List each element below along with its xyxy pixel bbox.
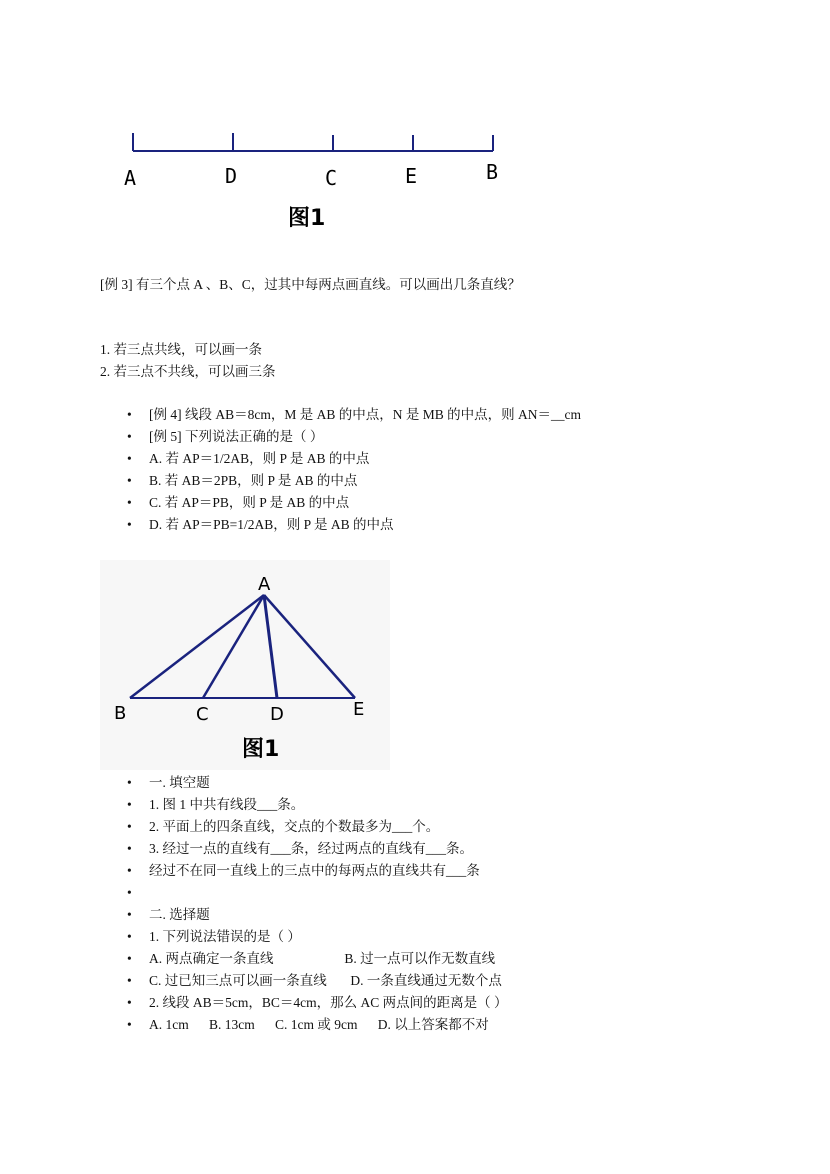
vertex-label-a: A: [258, 574, 271, 595]
list-item: • D. 若 AP＝PB=1/2AB，则 P 是 AB 的中点: [149, 514, 581, 536]
triangle-figure: [100, 560, 390, 770]
bullet-icon: •: [127, 797, 132, 812]
list-item: • 一. 填空题: [149, 772, 508, 794]
list-item: • 3. 经过一点的直线有___条，经过两点的直线有___条。: [149, 838, 508, 860]
vertex-label-e: E: [353, 699, 365, 720]
example3-answer-1: 1. 若三点共线，可以画一条: [100, 342, 262, 357]
vertex-label-d: D: [270, 704, 284, 725]
bullet-icon: •: [127, 863, 132, 878]
examples-list: [127, 404, 581, 536]
point-label-e: E: [405, 164, 418, 188]
segment-diagram: [120, 125, 520, 235]
bullet-icon: •: [127, 407, 132, 422]
bullet-icon: •: [127, 451, 132, 466]
vertex-label-b: B: [114, 703, 127, 724]
list-item: • [例 4] 线段 AB＝8cm，M 是 AB 的中点，N 是 MB 的中点，则 AN＝__cm: [149, 404, 581, 426]
list-item: • B. 若 AB＝2PB，则 P 是 AB 的中点: [149, 470, 581, 492]
bullet-icon: •: [127, 495, 132, 510]
figure2-caption: 图1: [242, 737, 280, 762]
list-item: • 2. 线段 AB＝5cm，BC＝4cm，那么 AC 两点间的距离是（ ）: [149, 992, 508, 1014]
list-item: • A. 1cm B. 13cm C. 1cm 或 9cm D. 以上答案都不对: [149, 1014, 508, 1036]
segment-figure: [120, 125, 520, 235]
point-label-a: A: [124, 166, 137, 190]
vertex-label-c: C: [196, 704, 209, 725]
list-item: • 2. 平面上的四条直线，交点的个数最多为___个。: [149, 816, 508, 838]
bullet-icon: •: [127, 775, 132, 790]
list-item: • 经过不在同一直线上的三点中的每两点的直线共有___条: [149, 860, 508, 882]
bullet-icon: •: [127, 907, 132, 922]
list-item: • C. 若 AP＝PB，则 P 是 AB 的中点: [149, 492, 581, 514]
example3-question: [例 3] 有三个点 A 、B、C，过其中每两点画直线。可以画出几条直线？: [100, 277, 521, 292]
point-label-c: C: [325, 166, 338, 190]
list-item: [127, 882, 508, 904]
bullet-icon: •: [127, 885, 132, 900]
bullet-icon: •: [127, 973, 132, 988]
list-item: • 1. 下列说法错误的是（ ）: [149, 926, 508, 948]
bullet-icon: •: [127, 841, 132, 856]
list-item: • C. 过已知三点可以画一条直线 D. 一条直线通过无数个点: [149, 970, 508, 992]
bullet-icon: •: [127, 929, 132, 944]
bullet-icon: •: [127, 995, 132, 1010]
bullet-icon: •: [127, 951, 132, 966]
figure1-caption: 图1: [288, 206, 326, 231]
list-item: • 二. 选择题: [149, 904, 508, 926]
list-item: • [例 5] 下列说法正确的是（ ）: [149, 426, 581, 448]
point-label-b: B: [486, 160, 499, 184]
exercise-list: [127, 772, 508, 1036]
point-label-d: D: [225, 164, 238, 188]
triangle-diagram: [100, 560, 390, 770]
bullet-icon: •: [127, 1017, 132, 1032]
bullet-icon: •: [127, 429, 132, 444]
bullet-icon: •: [127, 517, 132, 532]
bullet-icon: •: [127, 473, 132, 488]
bullet-icon: •: [127, 819, 132, 834]
list-item: • A. 若 AP＝1/2AB，则 P 是 AB 的中点: [149, 448, 581, 470]
list-item: • A. 两点确定一条直线 B. 过一点可以作无数直线: [149, 948, 508, 970]
list-item: • 1. 图 1 中共有线段___条。: [149, 794, 508, 816]
example3-answer-2: 2. 若三点不共线，可以画三条: [100, 364, 276, 379]
